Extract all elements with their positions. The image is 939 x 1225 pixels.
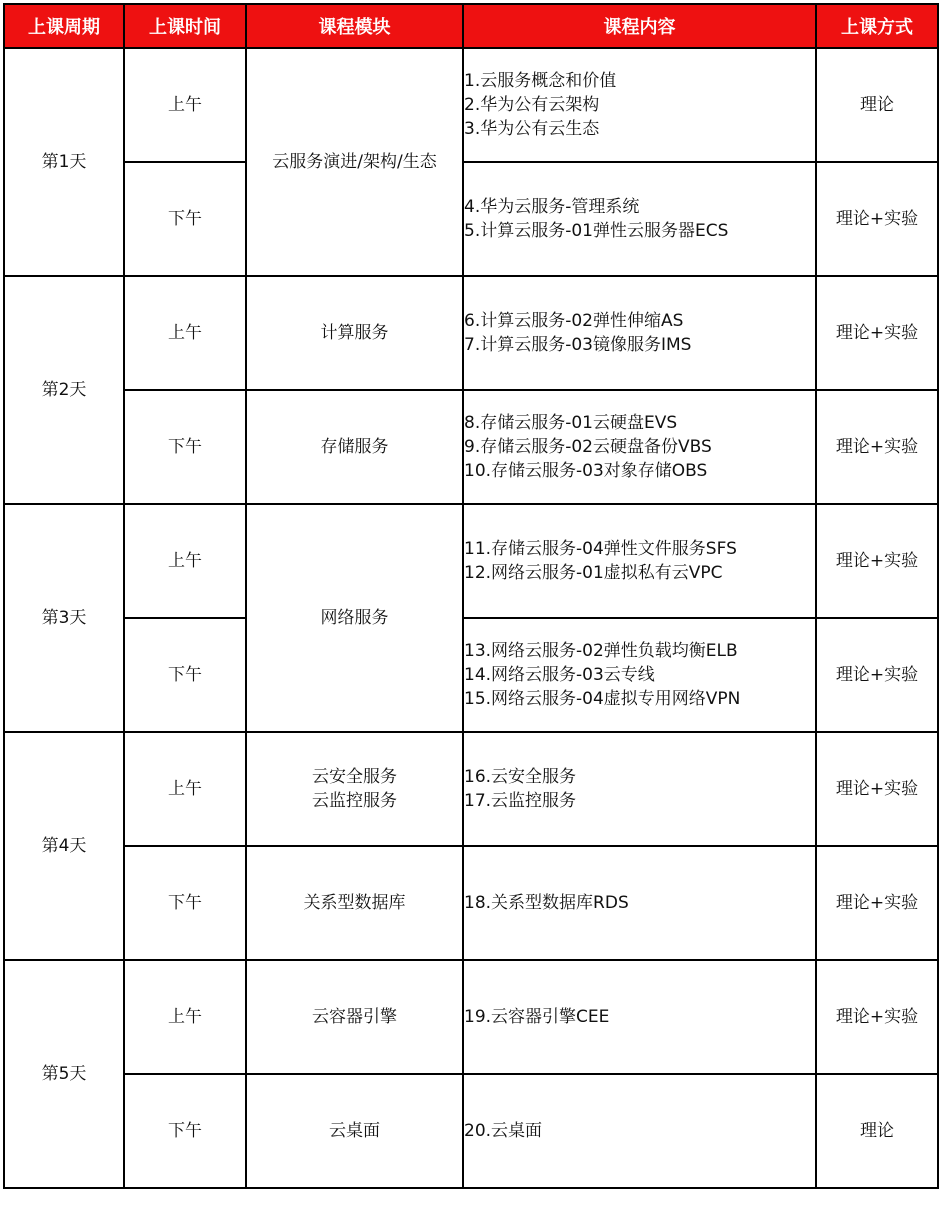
content-cell	[463, 732, 816, 846]
mode-cell: 理论	[816, 1074, 938, 1188]
content-line: 1.云服务概念和价值	[464, 71, 617, 91]
table-row	[4, 390, 938, 504]
content-line: 16.云安全服务	[464, 767, 577, 787]
module-line: 存储服务	[320, 437, 389, 457]
time-cell: 下午	[124, 1074, 246, 1188]
header-time: 上课时间	[124, 4, 246, 48]
content-line: 2.华为公有云架构	[464, 95, 600, 115]
mode-cell: 理论	[816, 48, 938, 162]
module-line: 云安全服务	[312, 767, 397, 787]
content-line: 15.网络云服务-04虚拟专用网络VPN	[464, 689, 741, 709]
content-line: 19.云容器引擎CEE	[464, 1007, 610, 1027]
module-line: 云容器引擎	[312, 1007, 397, 1027]
header-module: 课程模块	[246, 4, 463, 48]
module-cell	[246, 732, 463, 846]
table-row	[4, 960, 938, 1074]
content-line: 17.云监控服务	[464, 791, 577, 811]
mode-cell: 理论+实验	[816, 390, 938, 504]
module-cell	[246, 504, 463, 732]
content-line: 18.关系型数据库RDS	[464, 893, 629, 913]
time-cell: 上午	[124, 276, 246, 390]
content-line: 9.存储云服务-02云硬盘备份VBS	[464, 437, 712, 457]
content-cell	[463, 1074, 816, 1188]
content-line: 3.华为公有云生态	[464, 119, 600, 139]
day-cell: 第1天	[4, 48, 124, 276]
module-cell	[246, 1074, 463, 1188]
module-cell	[246, 48, 463, 276]
time-cell: 下午	[124, 162, 246, 276]
module-line: 网络服务	[320, 608, 389, 628]
day-cell: 第4天	[4, 732, 124, 960]
time-cell: 上午	[124, 48, 246, 162]
content-line: 7.计算云服务-03镜像服务IMS	[464, 335, 692, 355]
table-row	[4, 276, 938, 390]
table-row	[4, 846, 938, 960]
time-cell: 下午	[124, 846, 246, 960]
content-cell	[463, 390, 816, 504]
content-cell	[463, 162, 816, 276]
mode-cell: 理论+实验	[816, 276, 938, 390]
module-cell	[246, 960, 463, 1074]
content-cell	[463, 48, 816, 162]
module-cell	[246, 276, 463, 390]
content-cell	[463, 504, 816, 618]
content-line: 14.网络云服务-03云专线	[464, 665, 655, 685]
time-cell: 下午	[124, 618, 246, 732]
mode-cell: 理论+实验	[816, 960, 938, 1074]
table-row	[4, 618, 938, 732]
course-schedule-table	[3, 3, 939, 1189]
module-line: 云监控服务	[312, 791, 397, 811]
table-row	[4, 162, 938, 276]
module-cell	[246, 390, 463, 504]
content-line: 4.华为云服务-管理系统	[464, 197, 640, 217]
content-cell	[463, 276, 816, 390]
mode-cell: 理论+实验	[816, 732, 938, 846]
mode-cell: 理论+实验	[816, 504, 938, 618]
table-row	[4, 48, 938, 162]
table-row	[4, 504, 938, 618]
time-cell: 上午	[124, 732, 246, 846]
content-line: 13.网络云服务-02弹性负载均衡ELB	[464, 641, 738, 661]
module-cell	[246, 846, 463, 960]
content-line: 8.存储云服务-01云硬盘EVS	[464, 413, 678, 433]
module-line: 关系型数据库	[303, 893, 406, 913]
day-cell: 第5天	[4, 960, 124, 1188]
header-mode: 上课方式	[816, 4, 938, 48]
content-line: 6.计算云服务-02弹性伸缩AS	[464, 311, 684, 331]
table-row	[4, 1074, 938, 1188]
day-cell: 第2天	[4, 276, 124, 504]
day-cell: 第3天	[4, 504, 124, 732]
content-cell	[463, 618, 816, 732]
module-line: 云服务演进/架构/生态	[272, 152, 437, 172]
content-cell	[463, 846, 816, 960]
module-line: 云桌面	[329, 1121, 380, 1141]
content-line: 11.存储云服务-04弹性文件服务SFS	[464, 539, 737, 559]
header-content: 课程内容	[463, 4, 816, 48]
table-row	[4, 732, 938, 846]
content-line: 10.存储云服务-03对象存储OBS	[464, 461, 708, 481]
module-line: 计算服务	[320, 323, 389, 343]
content-cell	[463, 960, 816, 1074]
time-cell: 下午	[124, 390, 246, 504]
header-row	[4, 4, 938, 48]
time-cell: 上午	[124, 960, 246, 1074]
content-line: 5.计算云服务-01弹性云服务器ECS	[464, 221, 729, 241]
content-line: 20.云桌面	[464, 1121, 543, 1141]
mode-cell: 理论+实验	[816, 846, 938, 960]
time-cell: 上午	[124, 504, 246, 618]
mode-cell: 理论+实验	[816, 618, 938, 732]
mode-cell: 理论+实验	[816, 162, 938, 276]
content-line: 12.网络云服务-01虚拟私有云VPC	[464, 563, 723, 583]
header-period: 上课周期	[4, 4, 124, 48]
